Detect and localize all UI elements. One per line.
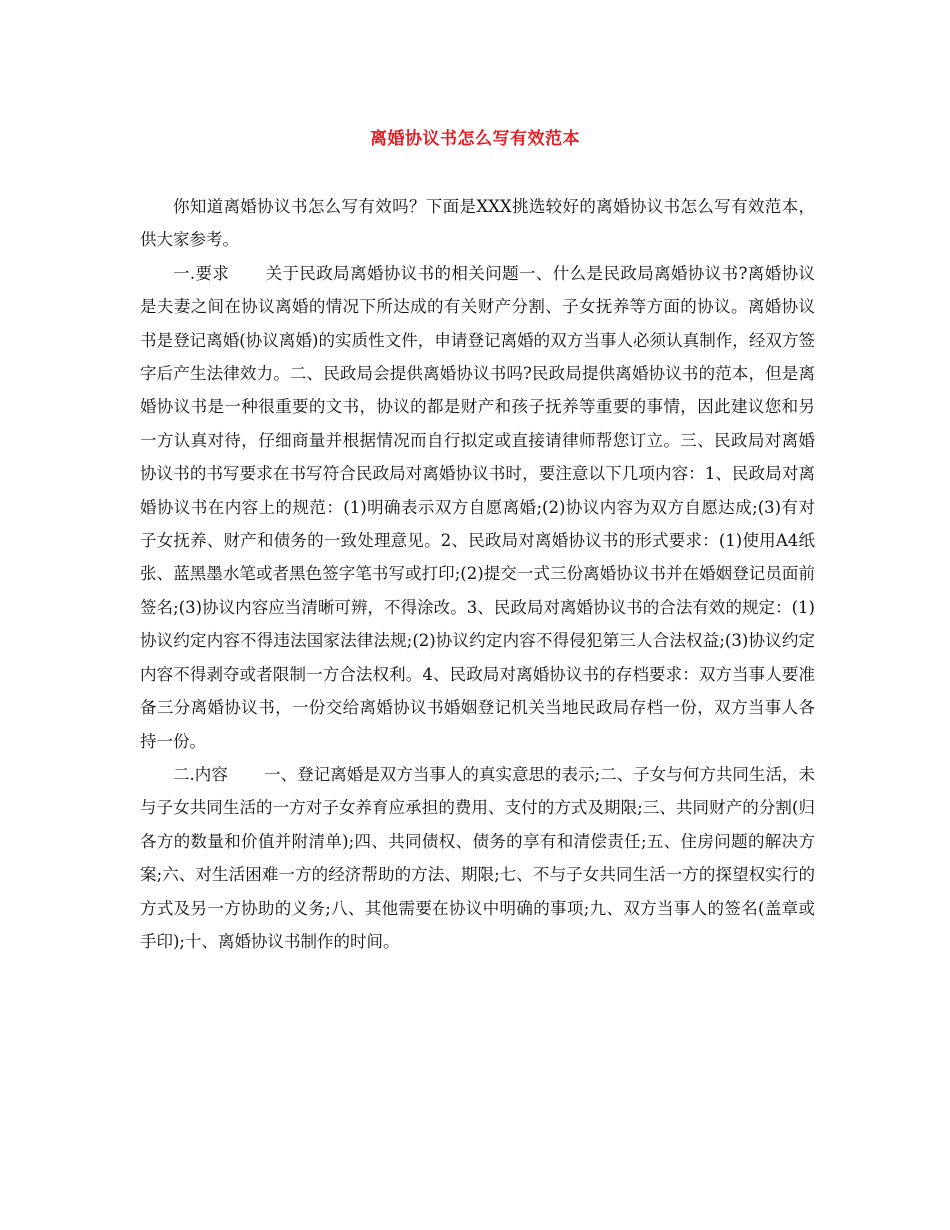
section-contents-heading: 二.内容 (173, 764, 228, 784)
document-title: 离婚协议书怎么写有效范本 (370, 129, 580, 149)
section-contents-text: 一、登记离婚是双方当事人的真实意思的表示;二、子女与何方共同生活，未与子女共同生活的一方对子女养育应承担的费用、支付的方式及期限;三、共同财产的分割(归各方的数量和价值并附清单);四、共同债权、债务的享有和清偿责任;五、住房问题的解决方案;六、对生活困难一方的经济帮助的方法、期限;七、不与子女共同生活一方的探望权实行的方式及另一方协助的义务;八、其他需要在协议中明确的事项;九、双方当事人的签名(盖章或手印);十、离婚协议书制作的时间。 (140, 764, 815, 951)
intro-paragraph: 你知道离婚协议书怎么写有效吗？下面是XXX挑选较好的离婚协议书怎么写有效范本，供大家参考。 (140, 197, 815, 250)
section-requirements-heading: 一.要求 (173, 263, 230, 283)
section-requirements-text: 关于民政局离婚协议书的相关问题一、什么是民政局离婚协议书?离婚协议是夫妻之间在协议离婚的情况下所达成的有关财产分割、子女抚养等方面的协议。离婚协议书是登记离婚(协议离婚)的实质性文件，申请登记离婚的双方当事人必须认真制作，经双方签字后产生法律效力。二、民政局会提供离婚协议书吗?民政局提供离婚协议书的范本，但是离婚协议书是一种很重要的文书，协议的都是财产和孩子抚养等重要的事情，因此建议您和另一方认真对待，仔细商量并根据情况而自行拟定或直接请律师帮您订立。三、民政局对离婚协议书的书写要求在书写符合民政局对离婚协议书时，要注意以下几项内容：1、民政局对离婚协议书在内容上的规范：(1)明确表示双方自愿离婚;(2)协议内容为双方自愿达成;(3)有对子女抚养、财产和债务的一致处理意见。2、民政局对离婚协议书的形式要求：(1)使用A4纸张、蓝黑墨水笔或者黑色签字笔书写或打印;(2)提交一式三份离婚协议书并在婚姻登记员面前签名;(3)协议内容应当清晰可辨，不得涂改。3、民政局对离婚协议书的合法有效的规定：(1)协议约定内容不得违法国家法律法规;(2)协议约定内容不得侵犯第三人合法权益;(3)协议约定内容不得剥夺或者限制一方合法权利。4、民政局对离婚协议书的存档要求：双方当事人要准备三分离婚协议书，一份交给离婚协议书婚姻登记机关当地民政局存档一份，双方当事人各持一份。 (140, 263, 815, 751)
document-body (140, 190, 815, 958)
section-requirements (140, 257, 815, 758)
section-contents (140, 758, 815, 958)
